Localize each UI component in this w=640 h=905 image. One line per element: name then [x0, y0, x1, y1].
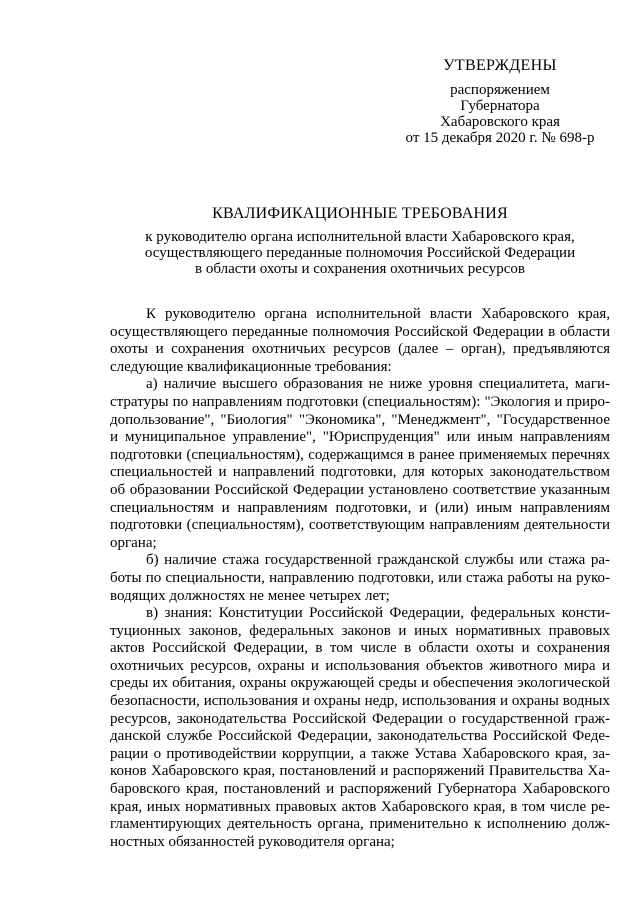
approval-line-governor: Губернатора [460, 98, 540, 114]
approved-heading: УТВЕРЖДЕНЫ [443, 57, 557, 74]
intro-paragraph: К руководителю органа исполнительной власти Хабаровского края, осуществляющего переданные полномочия Российской Федерации в области охоты и сохранения охотничьих ресурсов (далее – орган), предъявляются следующие квалификационные требования: [110, 306, 610, 375]
document-body [110, 306, 610, 851]
document-header [120, 206, 600, 277]
subtitle-line-3: в области охоты и сохранения охотничьих ресурсов [195, 261, 525, 277]
requirement-a: а) наличие высшего образования не ниже уровня специалитета, магистратуры по направлениям подготовки (специальностям): "Экология и природопользование", "Биология" "Экономика", "Менеджмент", "Государственное и муниципальное управление", "Юриспруденция" или иным направлениям подготовки (специальностям), содержащимся в ранее применяемых перечнях специальностей и направлений подготовки, для которых законодательством об образовании Российской Федерации установлено соответствие указанным специальностям и направлениям подготовки, и (или) иным направлениям подготовки (специальностям), соответствующим направлениям деятельности органа; [110, 376, 610, 551]
approval-date: от 15 декабря 2020 г. № 698-р [405, 130, 595, 146]
approval-stamp [400, 58, 600, 146]
document-title: КВАЛИФИКАЦИОННЫЕ ТРЕБОВАНИЯ [212, 205, 508, 222]
approval-line-order: распоряжением [450, 82, 550, 98]
requirement-c: в) знания: Конституции Российской Федерации, федеральных конституционных законов, федеральных законов и иных нормативных правовых актов Российской Федерации, в том числе в области охоты и сохранения охотничьих ресурсов, охраны и использования объектов животного мира и среды их обитания, охраны окружающей среды и обеспечения экологической безопасности, использования и охраны недр, использования и охраны водных ресурсов, законодательства Российской Федерации о государственной гражданской службе Российской Федерации, законодательства Российской Федерации о противодействии коррупции, а также Устава Хабаровского края, законов Хабаровского края, постановлений и распоряжений Правительства Хабаровского края, постановлений и распоряжений Губернатора Хабаровского края, иных нормативных правовых актов Хабаровского края, в том числе регламентирующих деятельность органа, применительно к исполнению должностных обязанностей руководителя органа; [110, 605, 610, 850]
subtitle-line-1: к руководителю органа исполнительной власти Хабаровского края, [145, 229, 575, 245]
subtitle-line-2: осуществляющего переданные полномочия Российской Федерации [144, 245, 576, 261]
requirement-b: б) наличие стажа государственной гражданской службы или стажа работы по специальности, направлению подготовки, или стажа работы на руководящих должностях не менее четырех лет; [110, 552, 610, 604]
approval-line-region: Хабаровского края [440, 114, 560, 130]
